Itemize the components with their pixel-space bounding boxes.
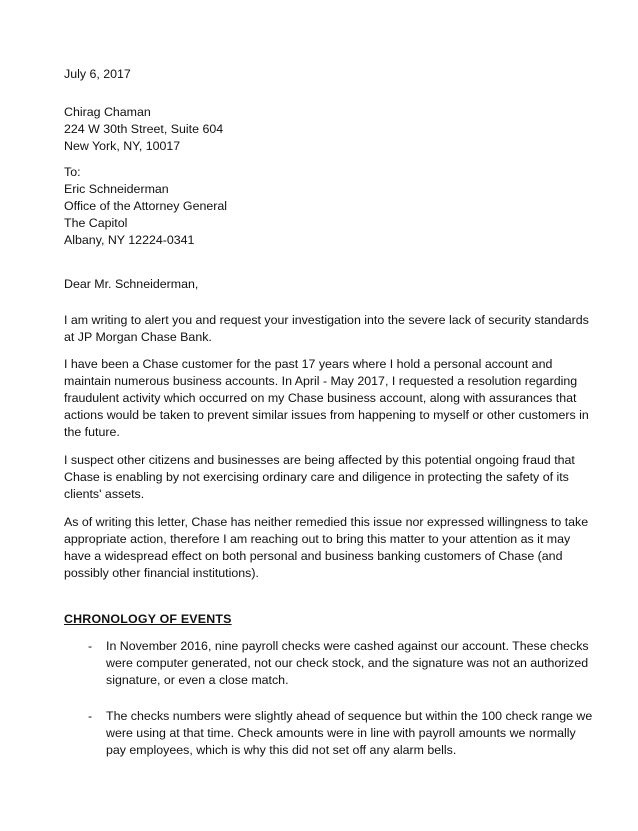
recipient-office: Office of the Attorney General (64, 199, 228, 213)
paragraph-3 (64, 452, 579, 503)
paragraph-1 (64, 312, 589, 346)
chronology-heading: CHRONOLOGY OF EVENTS (64, 612, 232, 626)
paragraph-line: have a widespread effect on both personal and business banking customers of Chase (and (64, 549, 563, 563)
paragraph-line: maintain numerous business accounts. In April - May 2017, I requested a resolution regarding (64, 374, 578, 388)
sender-name: Chirag Chaman (64, 105, 151, 119)
date-text: July 6, 2017 (64, 67, 131, 81)
paragraph-line: I suspect other citizens and businesses are being affected by this potential ongoing fraud that (64, 453, 575, 467)
paragraph-line: at JP Morgan Chase Bank. (64, 330, 212, 344)
paragraph-line: actions would be taken to prevent similar issues from happening to myself or other customers in (64, 408, 589, 422)
sender-city: New York, NY, 10017 (64, 139, 181, 153)
chronology-line: signature, or even a close match. (106, 673, 289, 687)
salutation-text: Dear Mr. Schneiderman, (64, 277, 199, 291)
letter-date (64, 66, 579, 83)
recipient-building: The Capitol (64, 216, 128, 230)
paragraph-line: clients' assets. (64, 487, 145, 501)
sender-address (64, 104, 579, 155)
chronology-line: were computer generated, not our check stock, and the signature was not an authorized (106, 656, 589, 670)
paragraph-line: appropriate action, therefore I am reaching out to bring this matter to your attention as it may (64, 532, 571, 546)
sender-street: 224 W 30th Street, Suite 604 (64, 122, 224, 136)
recipient-city: Albany, NY 12224-0341 (64, 233, 195, 247)
paragraph-4 (64, 514, 589, 582)
recipient-name: Eric Schneiderman (64, 182, 169, 196)
chronology-line: were using at that time. Check amounts were in line with payroll amounts we normally (106, 726, 576, 740)
paragraph-line: fraudulent activity which occurred on my Chase business account, along with assurances that (64, 391, 577, 405)
bullet-dash: - (88, 639, 93, 653)
salutation (64, 276, 579, 293)
chronology-line: The checks numbers were slightly ahead of sequence but within the 100 check range we (106, 709, 593, 723)
chronology-line: In November 2016, nine payroll checks were cashed against our account. These checks (106, 639, 589, 653)
paragraph-line: the future. (64, 425, 120, 439)
paragraph-line: I am writing to alert you and request your investigation into the severe lack of security standards (64, 313, 589, 327)
recipient-address (64, 164, 579, 249)
paragraph-line: possibly other financial institutions). (64, 566, 259, 580)
bullet-dash: - (88, 709, 93, 723)
paragraph-2 (64, 356, 589, 441)
recipient-to-label: To: (64, 165, 81, 179)
paragraph-line: Chase is enabling by not exercising ordinary care and diligence in protecting the safety of its (64, 470, 569, 484)
paragraph-line: I have been a Chase customer for the past 17 years where I hold a personal account and (64, 357, 553, 371)
paragraph-line: As of writing this letter, Chase has neither remedied this issue nor expressed willingness to take (64, 515, 589, 529)
chronology-line: pay employees, which is why this did not set off any alarm bells. (106, 743, 457, 757)
